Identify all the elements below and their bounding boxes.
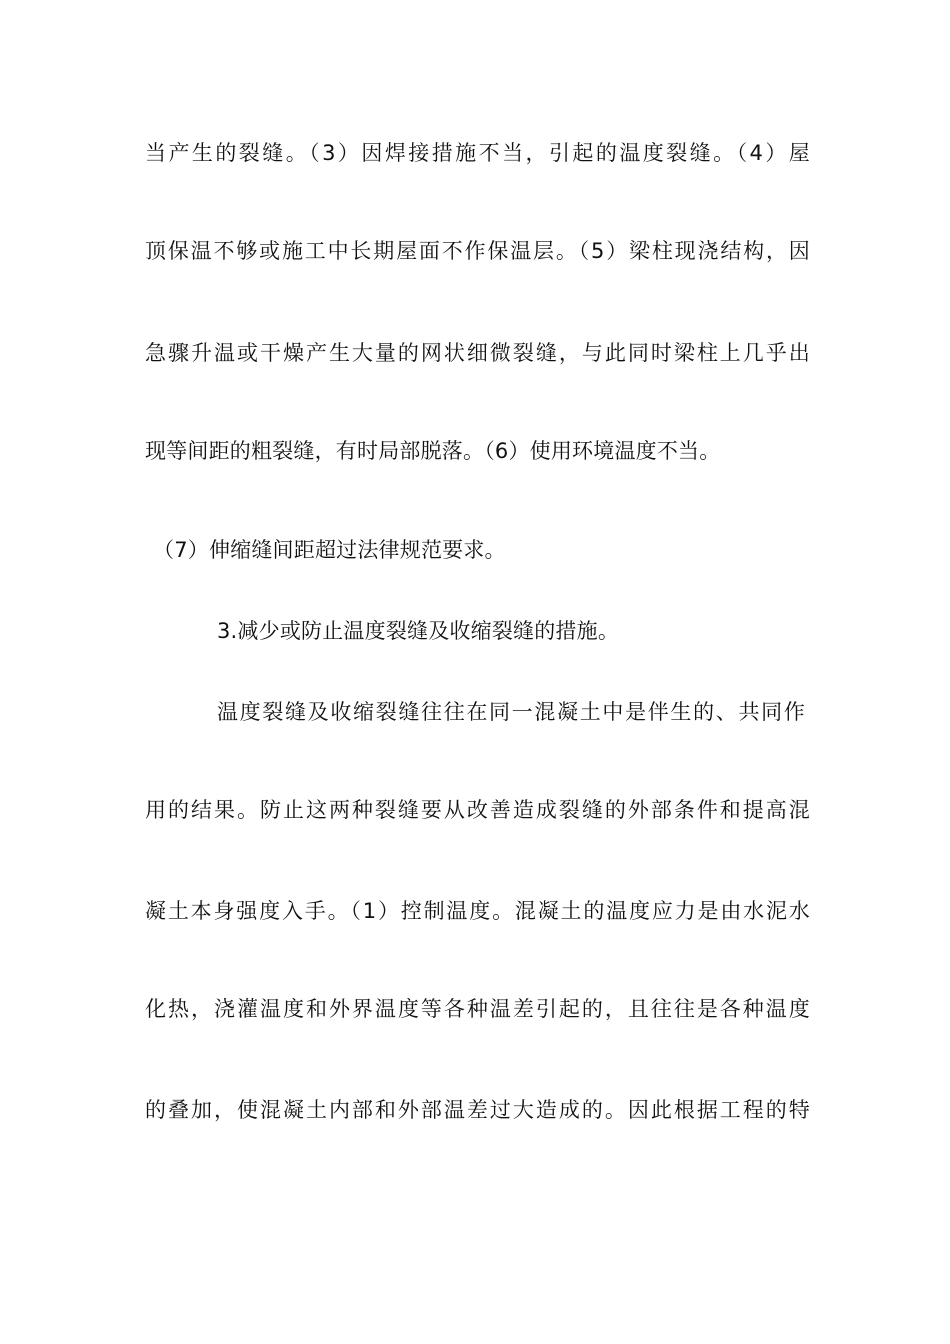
text-line-9: 化热，浇灌温度和外界温度等各种温差引起的，且往往是各种温度 [145,997,810,1021]
text-line-7: 用的结果。防止这两种裂缝要从改善造成裂缝的外部条件和提高混 [145,798,810,822]
text-line-1: 当产生的裂缝。（3）因焊接措施不当，引起的温度裂缝。（4）屋 [145,141,810,165]
text-line-4: 现等间距的粗裂缝，有时局部脱落。（6）使用环境温度不当。 [145,439,721,463]
text-line-10: 的叠加，使混凝土内部和外部温差过大造成的。因此根据工程的特 [145,1098,810,1122]
text-line-5: （7）伸缩缝间距超过法律规范要求。 [153,538,506,562]
text-line-3: 急骤升温或干燥产生大量的网状细微裂缝，与此同时梁柱上几乎出 [145,341,810,365]
paragraph-first-line: 温度裂缝及收缩裂缝往往在同一混凝土中是伴生的、共同作 [217,700,805,724]
section-heading: 3.减少或防止温度裂缝及收缩裂缝的措施。 [217,619,620,643]
text-line-2: 顶保温不够或施工中长期屋面不作保温层。（5）梁柱现浇结构，因 [145,239,810,263]
text-line-8: 凝土本身强度入手。（1）控制温度。混凝土的温度应力是由水泥水 [145,899,810,923]
